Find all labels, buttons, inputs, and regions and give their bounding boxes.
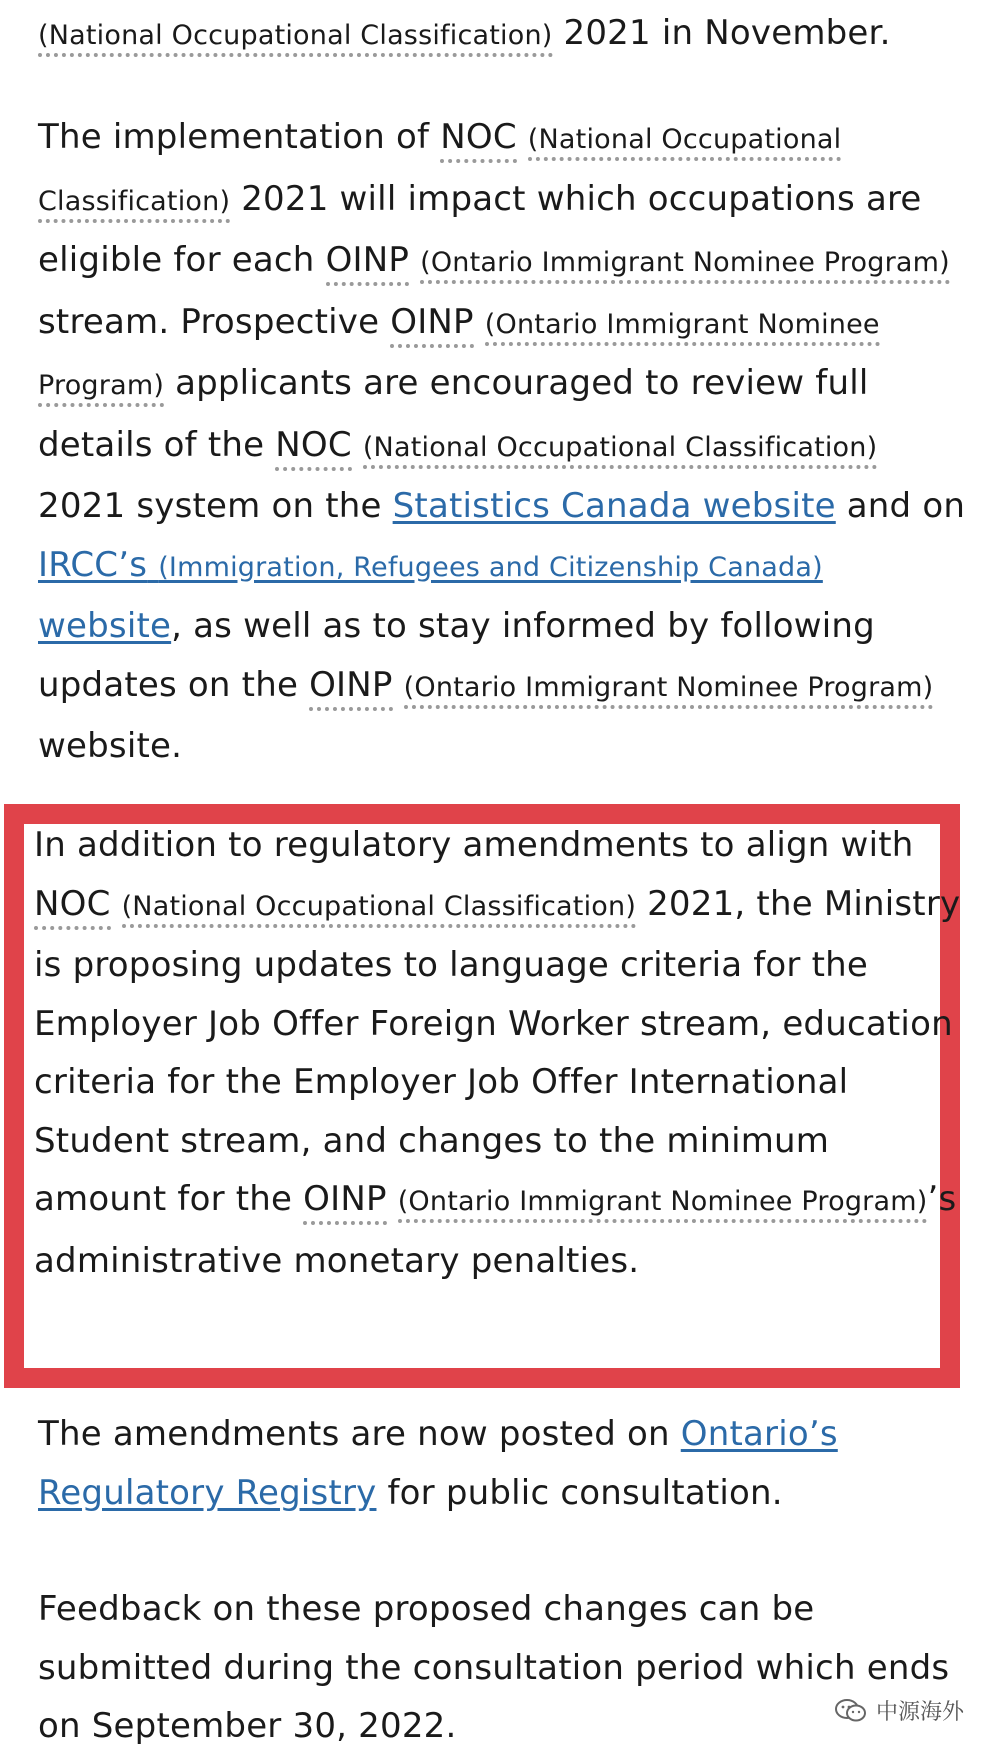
noc-abbr[interactable]: NOC: [275, 425, 352, 471]
paragraph-text: , as well as to stay informed by following updates on the: [38, 606, 875, 705]
oinp-expansion: (Ontario Immigrant Nominee Program): [420, 247, 950, 284]
statistics-canada-link[interactable]: Statistics Canada website: [392, 486, 836, 526]
noc-expansion: (National Occupational Classification): [122, 891, 637, 928]
ircc-expansion: (Immigration, Refugees and Citizenship Canada): [158, 551, 823, 583]
paragraph-text: applicants are encouraged to review full details of the: [38, 363, 869, 465]
watermark-label: 中源海外: [875, 1700, 964, 1725]
regulatory-registry-link[interactable]: Ontario’s Regulatory Registry: [38, 1414, 838, 1513]
paragraph-feedback: Feedback on these proposed changes can be submitted during the consultation period which ends on September 30, 2022.: [38, 1589, 950, 1746]
paragraph-noc-impact: [38, 108, 968, 776]
paragraph-text: website.: [38, 726, 183, 766]
paragraph-text: 2021 will impact which occupations are eligible for each: [38, 178, 922, 280]
paragraph-text: In addition to regulatory amendments to align with: [34, 825, 914, 865]
paragraph-text: for public consultation.: [376, 1472, 783, 1513]
paragraph-amendments-posted: [38, 1405, 968, 1522]
paragraph-text: The amendments are now posted on: [38, 1414, 681, 1454]
paragraph-text: 2021 system on the: [38, 486, 393, 526]
paragraph-text: 2021, the Ministry is proposing updates to language criteria for the Employer Job Offer Foreign Worker stream, education criteria for the Employer Job Offer International Student stream, and changes to the minimum amount for the: [34, 883, 961, 1219]
paragraph-text: stream. Prospective: [38, 301, 391, 342]
noc-abbr[interactable]: NOC: [34, 884, 111, 930]
noc-expansion: (National Occupational Classification): [38, 124, 841, 223]
oinp-abbr[interactable]: OINP: [303, 1179, 387, 1225]
oinp-expansion: (Ontario Immigrant Nominee Program): [398, 1186, 928, 1223]
oinp-expansion: (Ontario Immigrant Nominee Program): [38, 309, 880, 408]
wechat-icon: [834, 1698, 868, 1724]
paragraph-ministry-proposals: [34, 816, 964, 1290]
watermark: [834, 1695, 964, 1726]
paragraph-text: ’s administrative monetary penalties.: [34, 1179, 957, 1281]
oinp-abbr[interactable]: OINP: [390, 302, 474, 348]
paragraph-text: and on: [835, 486, 966, 526]
link-text: website: [38, 606, 172, 646]
paragraph-noc-release: [38, 4, 891, 66]
ircc-abbr: IRCC’s: [38, 544, 148, 585]
oinp-abbr[interactable]: OINP: [326, 240, 410, 286]
paragraph-text: 2021 in November.: [552, 13, 891, 53]
noc-expansion: (National Occupational Classification): [38, 20, 553, 57]
noc-expansion: (National Occupational Classification): [363, 432, 878, 469]
paragraph-text: The implementation of: [38, 117, 441, 157]
noc-abbr[interactable]: NOC: [440, 117, 517, 163]
oinp-expansion: (Ontario Immigrant Nominee Program): [404, 672, 934, 709]
oinp-abbr[interactable]: OINP: [309, 665, 393, 711]
